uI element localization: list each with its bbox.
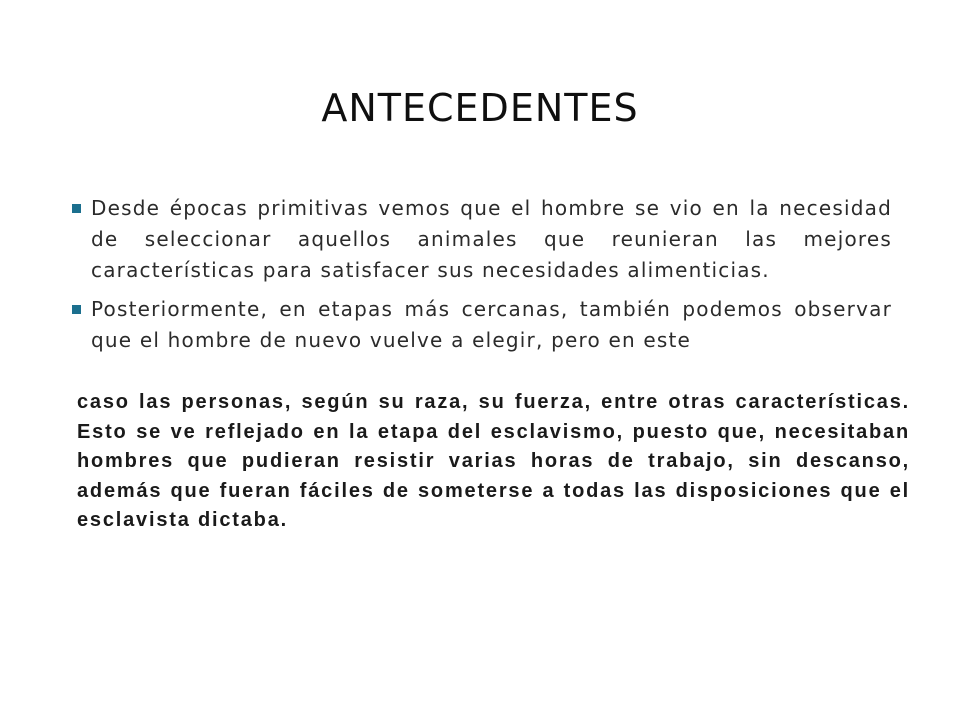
bullet-text: Desde épocas primitivas vemos que el hombre se vio en la necesidad de seleccionar aquellos animales que reunieran las mejores características para satisfacer sus necesidades alimenticias. bbox=[91, 196, 892, 282]
bullet-text: Posteriormente, en etapas más cercanas, también podemos observar que el hombre de nuevo vuelve a elegir, pero en este bbox=[91, 297, 892, 352]
square-bullet-icon bbox=[72, 204, 81, 213]
slide-title: ANTECEDENTES bbox=[321, 86, 639, 130]
square-bullet-icon bbox=[72, 305, 81, 314]
bullet-item bbox=[70, 294, 892, 352]
overlay-paragraph: caso las personas, según su raza, su fuerza, entre otras características. Esto se ve reflejado en la etapa del esclavismo, puesto que, necesitaban hombres que pudieran resistir varias horas de trabajo, sin descanso, además que fueran fáciles de someterse a todas las disposiciones que el esclavista dictaba. bbox=[77, 391, 910, 531]
bullet-item bbox=[70, 193, 892, 286]
bullet-list bbox=[70, 193, 892, 352]
